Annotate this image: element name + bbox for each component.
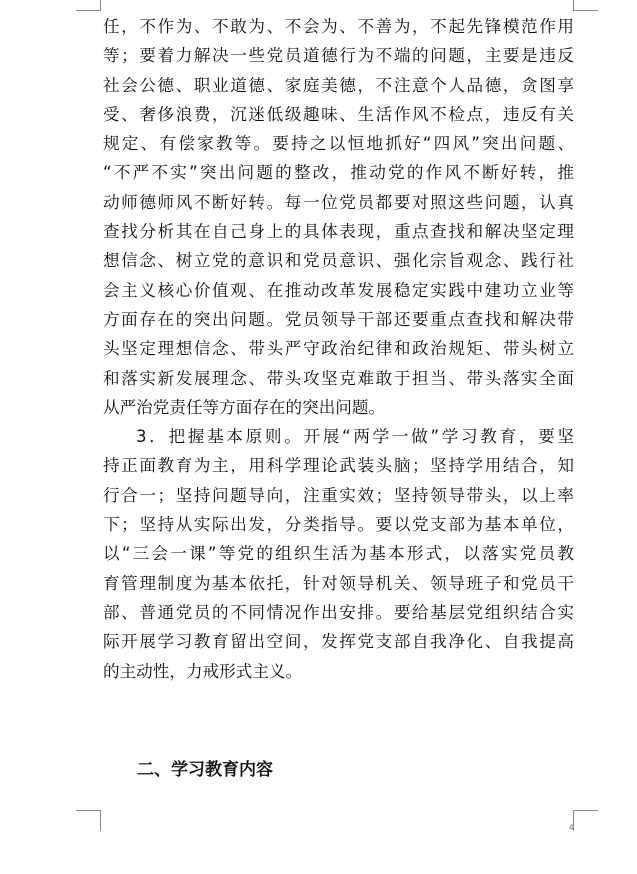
principle-line: 以“三会一课”等党的组织生活为基本形式，以落实党员教 xyxy=(103,544,574,564)
text-line: 想信念、树立党的意识和党员意识、强化宗旨观念、践行社 xyxy=(103,251,574,271)
text-line: 头坚定理想信念、带头严守政治纪律和政治规矩、带头树立 xyxy=(103,339,574,359)
corner-crop-mark-top-left xyxy=(76,0,101,11)
text-line: “不严不实”突出问题的整改，推动党的作风不断好转，推 xyxy=(103,163,574,183)
text-line: 等；要着力解决一些党员道德行为不端的问题，主要是违反 xyxy=(103,46,574,66)
text-line: 方面存在的突出问题。党员领导干部还要重点查找和解决带 xyxy=(103,309,574,329)
text-line: 和落实新发展理念、带头攻坚克难敢于担当、带头落实全面 xyxy=(103,368,574,388)
document-body[interactable] xyxy=(103,12,574,686)
text-line: 社会公德、职业道德、家庭美德，不注意个人品德，贪图享 xyxy=(103,75,574,95)
section-heading: 二、学习教育内容 xyxy=(137,760,273,780)
text-line: 会主义核心价值观、在推动改革发展稳定实践中建功立业等 xyxy=(103,280,574,300)
principle-line: 3．把握基本原则。开展“两学一做”学习教育，要坚 xyxy=(136,427,574,447)
text-line: 从严治党责任等方面存在的突出问题。 xyxy=(103,397,386,417)
principle-line: 下；坚持从实际出发，分类指导。要以党支部为基本单位， xyxy=(103,515,574,535)
principle-line: 部、普通党员的不同情况作出安排。要给基层党组织结合实 xyxy=(103,602,574,622)
text-line: 查找分析其在自己身上的具体表现，重点查找和解决坚定理 xyxy=(103,222,574,242)
principle-line: 际开展学习教育留出空间，发挥党支部自我净化、自我提高 xyxy=(103,632,574,652)
text-line: 动师德师风不断好转。每一位党员都要对照这些问题，认真 xyxy=(103,192,574,212)
principle-line: 持正面教育为主，用科学理论武装头脑；坚持学用结合，知 xyxy=(103,456,574,476)
corner-crop-mark-top-right xyxy=(573,0,598,11)
principle-line: 行合一；坚持问题导向，注重实效；坚持领导带头，以上率 xyxy=(103,485,574,505)
text-line: 规定、有偿家教等。要持之以恒地抓好“四风”突出问题、 xyxy=(103,134,574,154)
page-number: 4 xyxy=(569,823,574,832)
corner-crop-mark-bottom-right xyxy=(573,810,598,831)
text-line: 任，不作为、不敢为、不会为、不善为，不起先锋模范作用 xyxy=(103,17,574,36)
text-line: 受、奢侈浪费，沉迷低级趣味、生活作风不检点，违反有关 xyxy=(103,104,574,124)
corner-crop-mark-bottom-left xyxy=(76,810,101,831)
principle-line: 的主动性，力戒形式主义。 xyxy=(103,661,303,681)
principle-line: 育管理制度为基本依托，针对领导机关、领导班子和党员干 xyxy=(103,573,574,593)
